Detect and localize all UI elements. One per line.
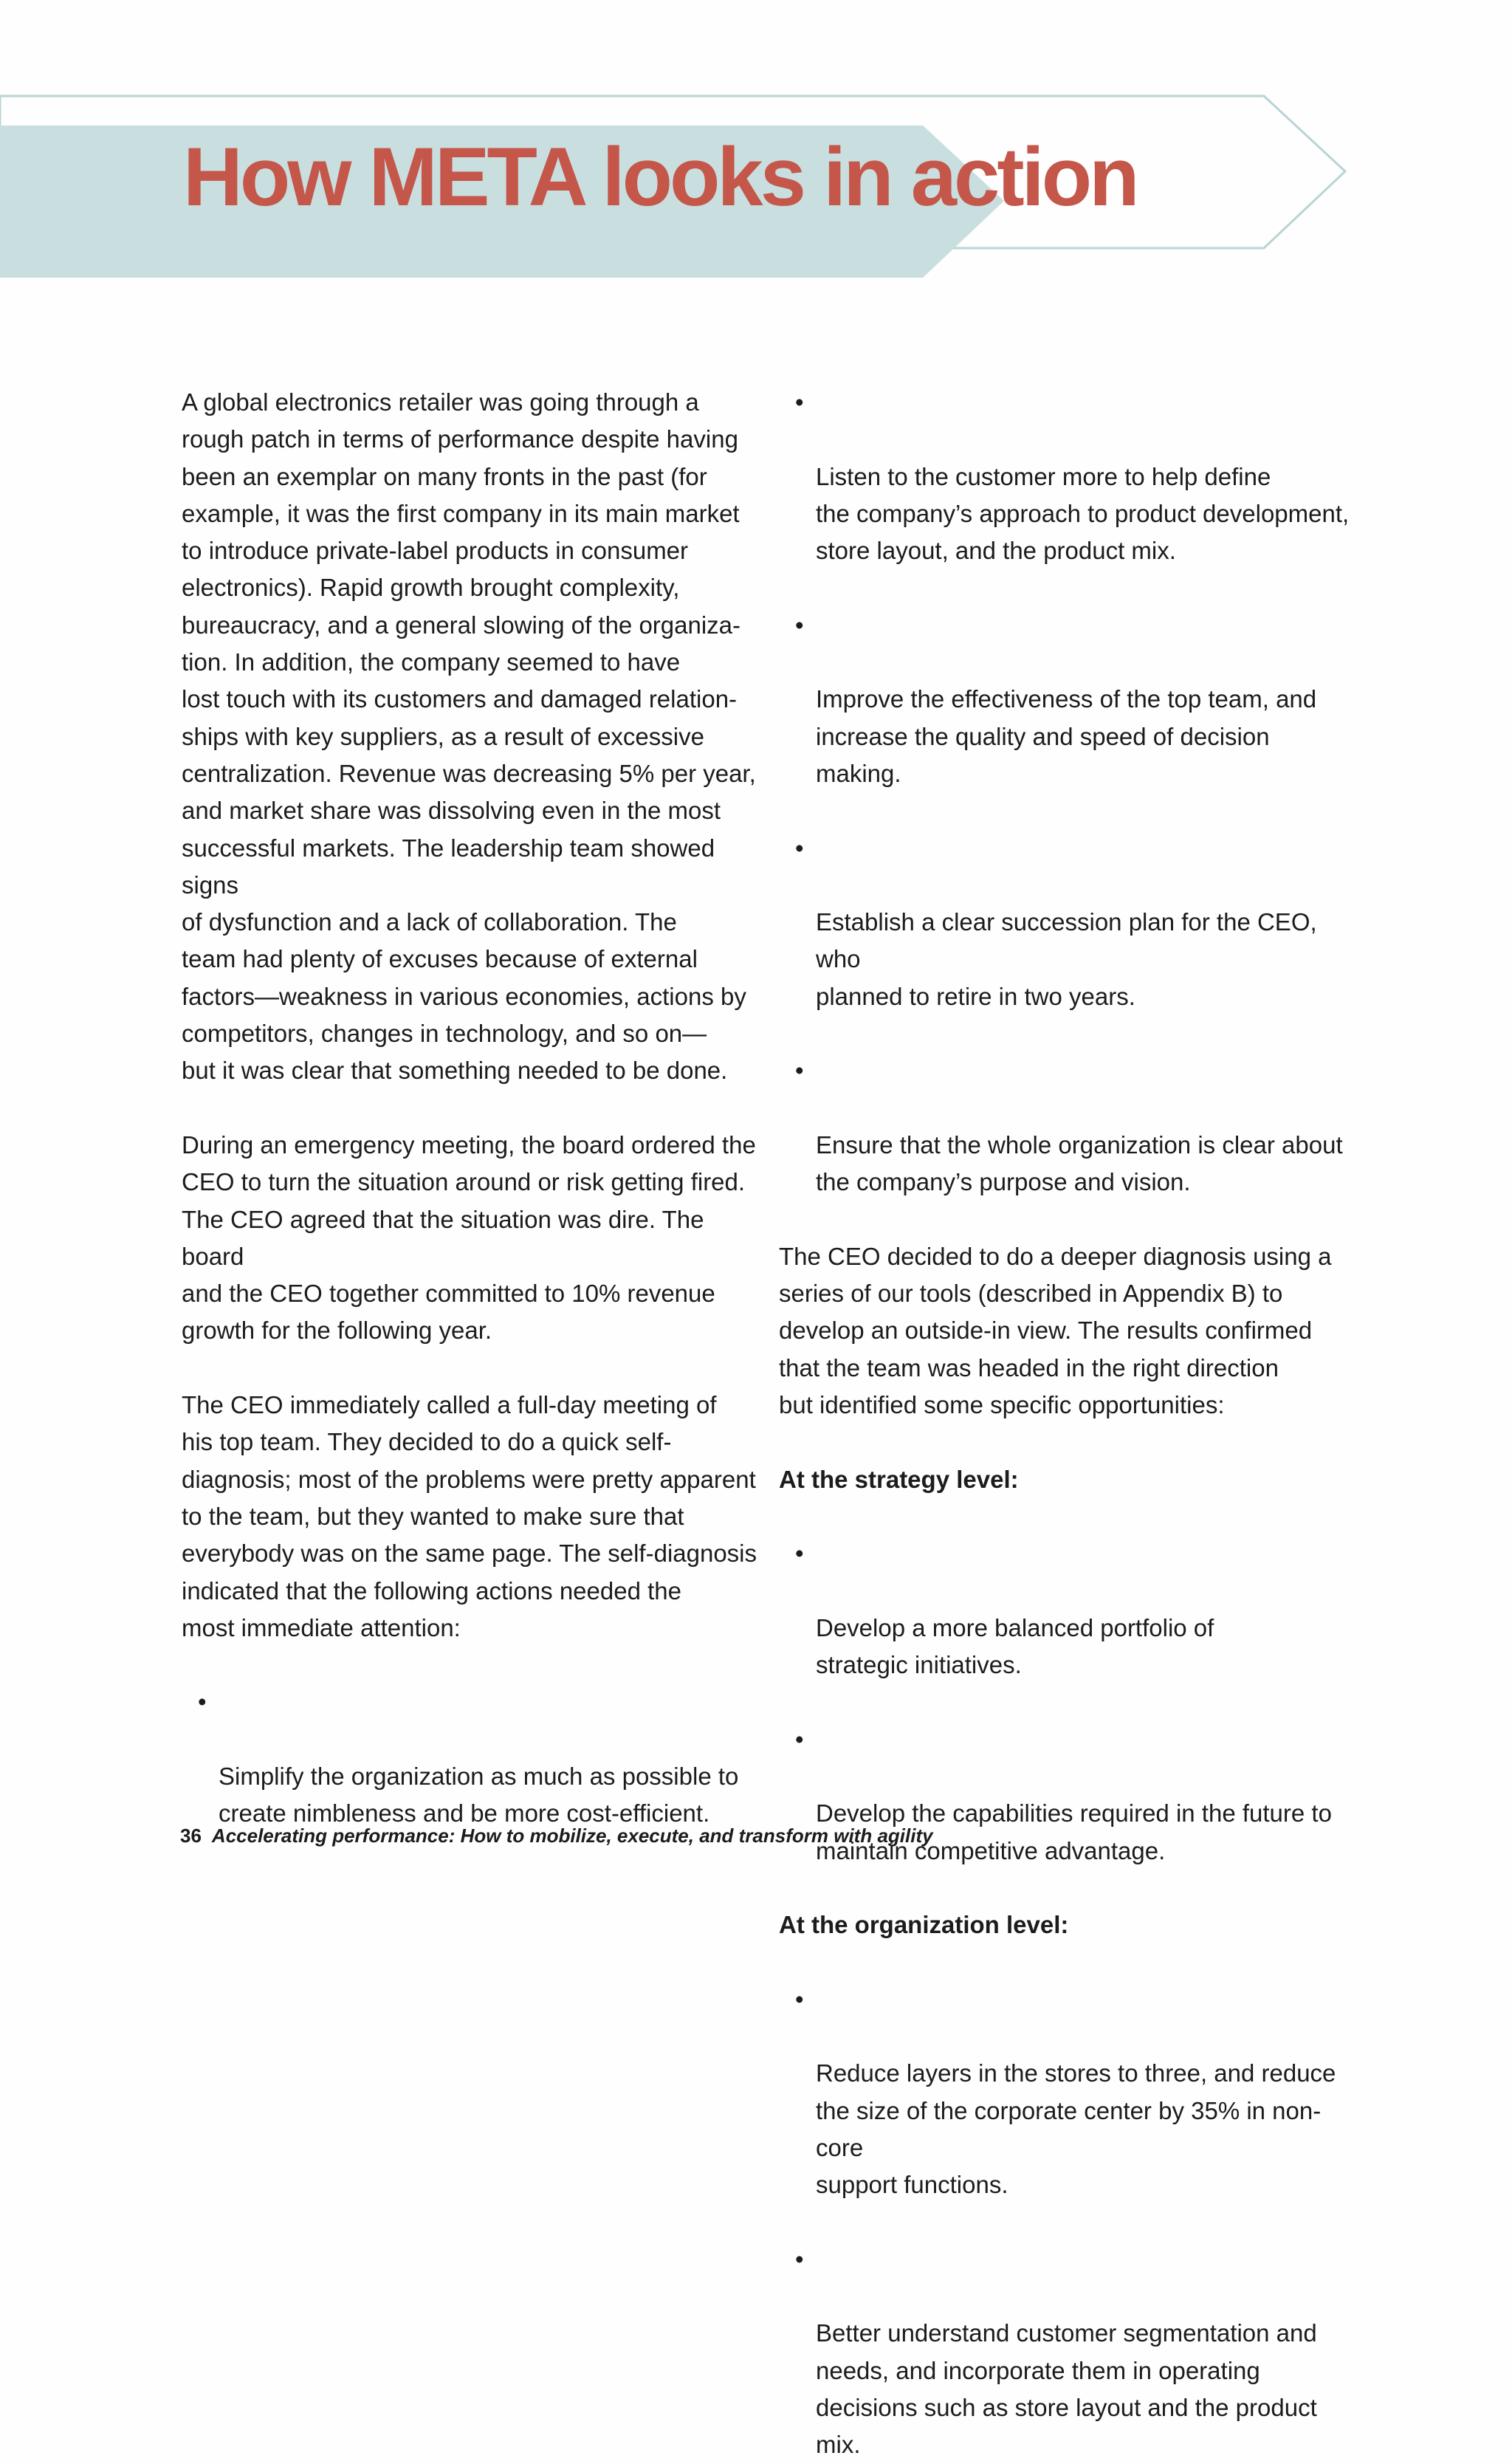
bullet-item: [779, 830, 1355, 1015]
bullet-item: [779, 1535, 1355, 1684]
bullet-item: [779, 384, 1355, 569]
bullet-dot: •: [795, 1057, 804, 1085]
bullet-text: Listen to the customer more to help define the company’s approach to product development, store layout, and the product mix.: [816, 462, 1350, 565]
bullet-dot: •: [795, 388, 804, 416]
bullet-dot: •: [795, 2245, 804, 2273]
bullet-dot: •: [795, 834, 804, 862]
page-footer: [180, 1822, 933, 1849]
bullet-item: [779, 1981, 1355, 2204]
bullet-dot: •: [795, 1725, 804, 1753]
bullet-text: Simplify the organization as much as possible to create nimbleness and be more cost-efficient.: [219, 1762, 739, 1828]
bullet-text: Develop the capabilities required in the future to maintain competitive advantage.: [816, 1799, 1332, 1864]
bullet-text: Establish a clear succession plan for the CEO, who planned to retire in two years.: [816, 908, 1317, 1010]
bullet-item: [182, 1684, 757, 1832]
bullet-text: Better understand customer segmentation and needs, and incorporate them in operating decisions such as store layout and the product mix.: [816, 2319, 1317, 2459]
body-paragraph: A global electronics retailer was going through a rough patch in terms of performance despite having been an exemplar on many fronts in the past (for example, it was the first company in its main market to introduce private-label products in consumer electronics). Rapid growth brought complexity, bureaucracy, and a general slowing of the organiza- tion. In addition, the company seemed to have lost touch with its customers and damaged relation- ships with key suppliers, as a result of excessive centralization. Revenue was decreasing 5% per year, and market share was dissolving even in the most successful markets. The leadership team showed signs of dysfunction and a lack of collaboration. The team had plenty of excuses because of external factors—weakness in various economies, actions by competitors, changes in technology, and so on— but it was clear that something needed to be done.: [182, 388, 756, 1085]
left-column: [182, 384, 757, 1833]
bullet-text: Improve the effectiveness of the top team, and increase the quality and speed of decision making.: [816, 685, 1317, 787]
bullet-text: Reduce layers in the stores to three, and reduce the size of the corporate center by 35% in non-core support functions.: [816, 2059, 1336, 2199]
body-paragraph: The CEO decided to do a deeper diagnosis using a series of our tools (described in Appendix B) to develop an outside-in view. The results confirmed that the team was headed in the right direction but identified some specific opportunities:: [779, 1242, 1332, 1419]
bullet-dot: •: [198, 1688, 207, 1716]
bullet-text: Ensure that the whole organization is clear about the company’s purpose and vision.: [816, 1130, 1343, 1196]
body-paragraph: The CEO immediately called a full-day meeting of his top team. They decided to do a quick self- diagnosis; most of the problems were pretty apparent to the team, but they wanted to make sure that everybody was on the same page. The self-diagnosis indicated that the following actions needed the most immediate attention:: [182, 1391, 757, 1641]
section-heading-organization: At the organization level:: [779, 1911, 1069, 1939]
body-paragraph: During an emergency meeting, the board ordered the CEO to turn the situation around or risk getting fired. The CEO agreed that the situation was dire. The board and the CEO together committed to 10% revenue growth for the following year.: [182, 1130, 756, 1345]
bullet-item: [779, 2241, 1355, 2464]
bullet-dot: •: [795, 1540, 804, 1568]
bullet-text: Develop a more balanced portfolio of strategic initiatives.: [816, 1613, 1214, 1679]
section-heading-strategy: At the strategy level:: [779, 1465, 1019, 1493]
page-number: 36: [180, 1825, 202, 1847]
bullet-item: [779, 607, 1355, 792]
page-title: How META looks in action: [183, 131, 1137, 223]
bullet-dot: •: [795, 611, 804, 639]
bullet-item: [779, 1052, 1355, 1201]
right-column: [779, 384, 1355, 2464]
bullet-dot: •: [795, 1985, 804, 2013]
book-title: Accelerating performance: How to mobilize, execute, and transform with agility: [211, 1825, 933, 1847]
